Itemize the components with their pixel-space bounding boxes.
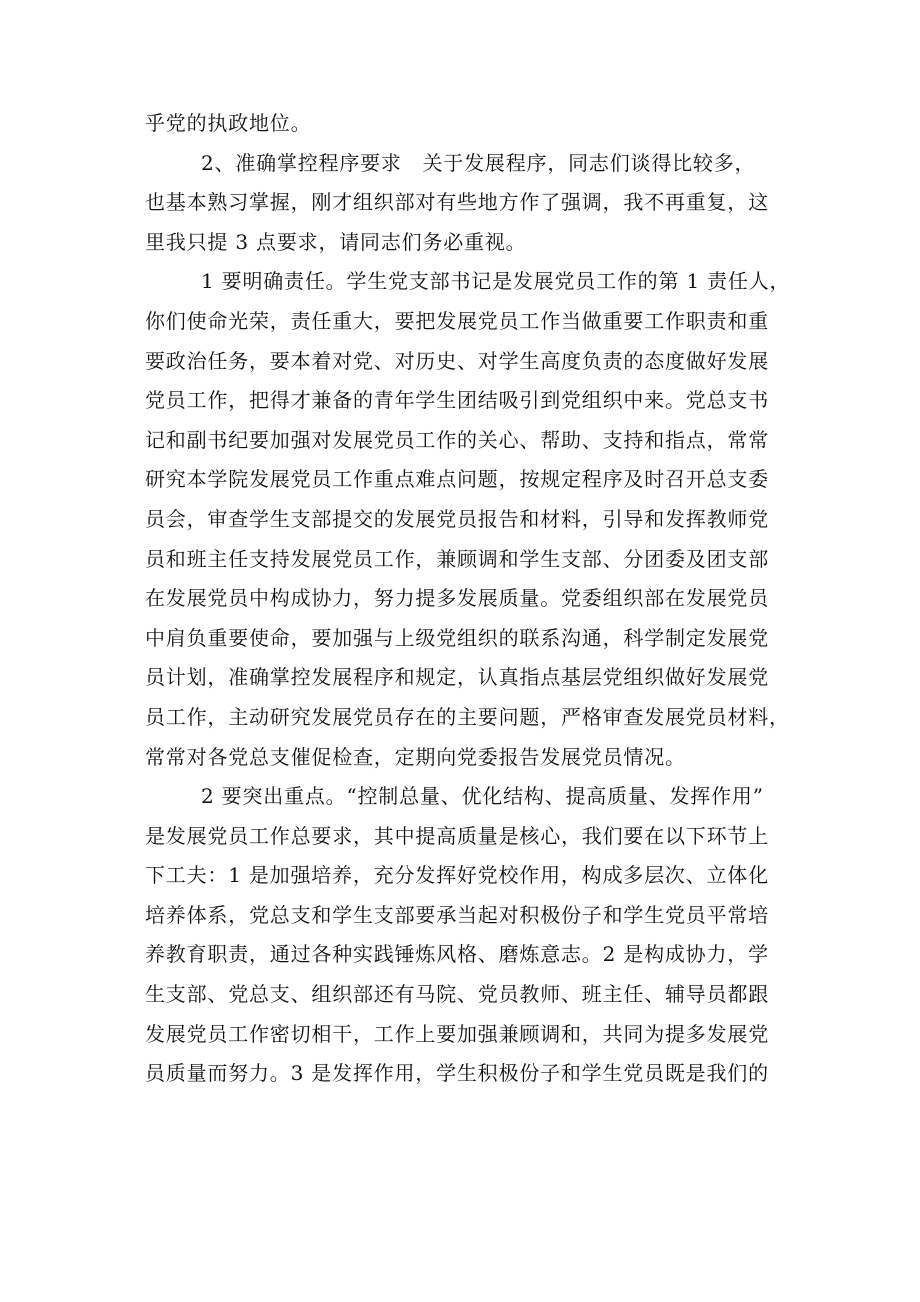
- text-line: 是发展党员工作总要求，其中提高质量是核心，我们要在以下环节上: [145, 823, 769, 848]
- text-line: 员工作，主动研究发展党员存在的主要问题，严格审查发展党员材料，: [145, 704, 790, 729]
- text-line: 常常对各党总支催促检查，定期向党委报告发展党员情况。: [145, 744, 686, 769]
- text-line: 记和副书纪要加强对发展党员工作的关心、帮助、支持和指点，常常: [145, 427, 769, 452]
- text-line: 也基本熟习掌握，刚才组织部对有些地方作了强调，我不再重复，这: [145, 190, 769, 215]
- text-line: 你们使命光荣，责任重大，要把发展党员工作当做重要工作职责和重: [145, 308, 769, 333]
- text-line: 发展党员工作密切相干，工作上要加强兼顾调和，共同为提多发展党: [145, 1021, 769, 1046]
- text-line: 下工夫：1 是加强培养，充分发挥好党校作用，构成多层次、立体化: [145, 863, 769, 888]
- text-line: 2 要突出重点。“控制总量、优化结构、提高质量、发挥作用”: [201, 784, 764, 809]
- text-line: 生支部、党总支、组织部还有马院、党员教师、班主任、辅导员都跟: [145, 982, 769, 1007]
- paragraph-program-requirements: [145, 144, 785, 263]
- paragraph-clarify-responsibility: [145, 262, 791, 777]
- text-line: 培养体系，党总支和学生支部要承当起对积极份子和学生党员平常培: [145, 902, 769, 927]
- text-line: 员和班主任支持发展党员工作，兼顾调和学生支部、分团委及团支部: [145, 546, 769, 571]
- paragraph-highlight-key-points: [145, 777, 785, 1094]
- text-line: 乎党的执政地位。: [145, 111, 312, 135]
- text-line: 员计划，准确掌控发展程序和规定，认真指点基层党组织做好发展党: [145, 665, 769, 690]
- text-line: 中肩负重要使命，要加强与上级党组织的联系沟通，科学制定发展党: [145, 625, 769, 650]
- paragraph-continuation: [145, 104, 785, 144]
- text-line: 养教育职责，通过各种实践锤炼风格、磨炼意志。2 是构成协力，学: [145, 942, 769, 967]
- text-line: 员质量而努力。3 是发挥作用，学生积极份子和学生党员既是我们的: [145, 1061, 769, 1086]
- text-line: 2、准确掌控程序要求 关于发展程序，同志们谈得比较多，: [201, 150, 756, 175]
- text-line: 员会，审查学生支部提交的发展党员报告和材料，引导和发挥教师党: [145, 506, 769, 531]
- text-line: 研究本学院发展党员工作重点难点问题，按规定程序及时召开总支委: [145, 467, 769, 492]
- document-page: [145, 104, 791, 1094]
- text-line: 1 要明确责任。学生党支部书记是发展党员工作的第 1 责任人，: [201, 269, 791, 294]
- text-line: 要政治任务，要本着对党、对历史、对学生高度负责的态度做好发展: [145, 348, 769, 373]
- text-line: 党员工作，把得才兼备的青年学生团结吸引到党组织中来。党总支书: [145, 388, 769, 413]
- text-line: 在发展党员中构成协力，努力提多发展质量。党委组织部在发展党员: [145, 586, 769, 611]
- text-line: 里我只提 3 点要求，请同志们务必重视。: [145, 229, 527, 254]
